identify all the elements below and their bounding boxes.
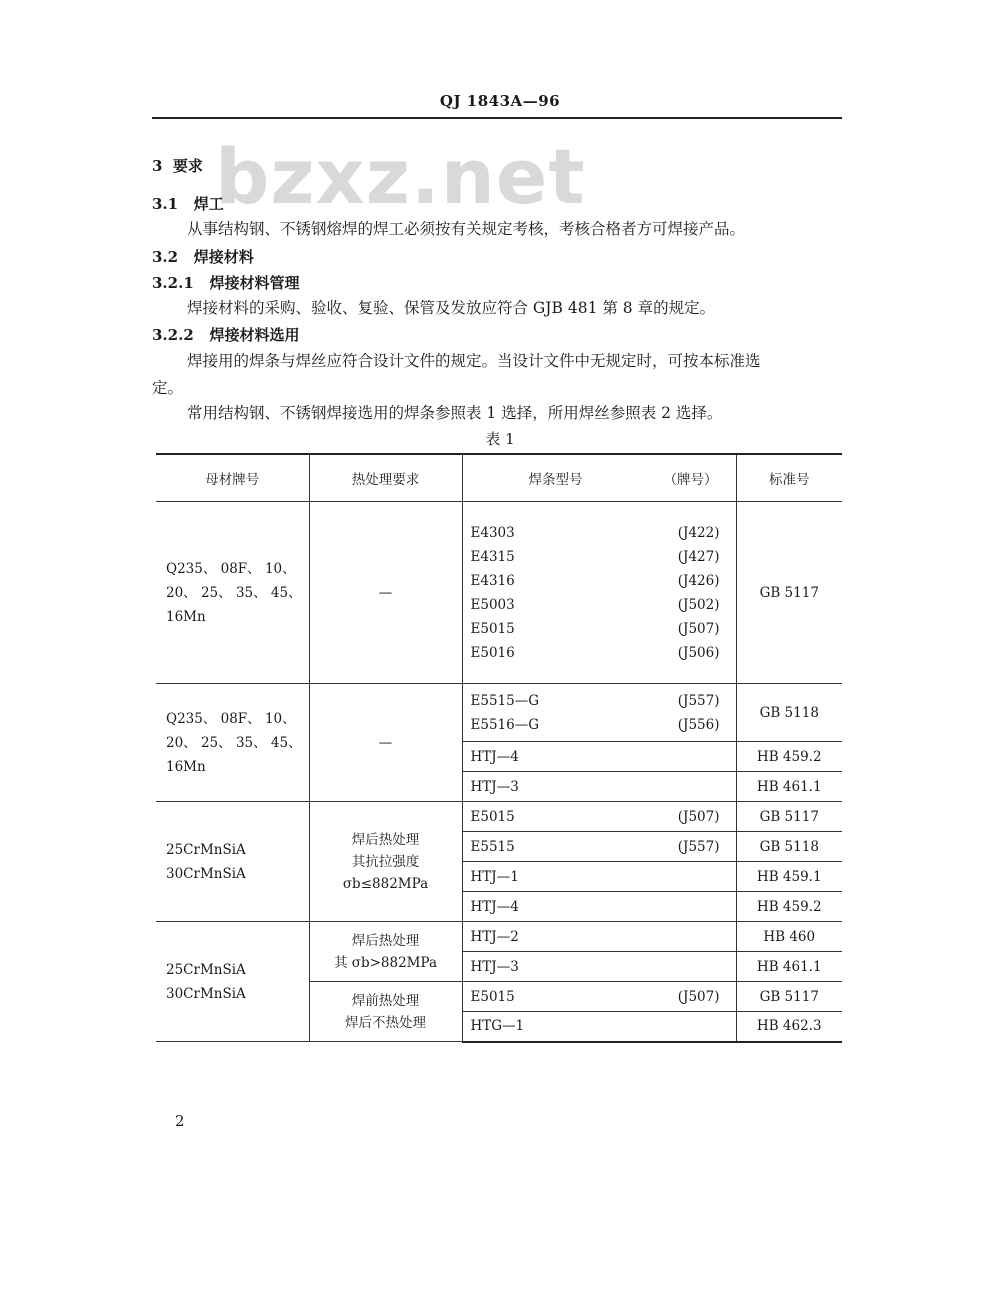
heat-treatment-line: σb≤882MPa xyxy=(342,875,429,892)
base-metal-line: 25CrMnSiA xyxy=(166,841,246,858)
section-3-2-2-text-line2: 定。 xyxy=(152,379,184,397)
electrode-cell xyxy=(462,922,736,952)
base-metal-line: 30CrMnSiA xyxy=(166,865,246,882)
electrode-cell xyxy=(462,772,736,802)
standard-cell: HB 459.1 xyxy=(736,862,842,892)
electrode-entry xyxy=(463,545,736,569)
table-row xyxy=(156,684,842,742)
electrode-cell xyxy=(462,684,736,742)
standard-cell: HB 462.3 xyxy=(736,1012,842,1042)
header-rule xyxy=(152,117,842,119)
base-metal-cell xyxy=(156,802,309,922)
col-header-base-metal: 母材牌号 xyxy=(156,454,309,502)
electrode-model: E5015 xyxy=(470,988,515,1005)
standard-cell: HB 459.2 xyxy=(736,892,842,922)
electrode-entry xyxy=(463,521,736,545)
electrode-cell xyxy=(462,1012,736,1042)
electrode-brand: (J557) xyxy=(677,692,720,709)
electrode-model: HTJ—2 xyxy=(470,928,519,945)
electrode-brand: (J427) xyxy=(677,548,720,565)
section-3-2-2-text2: 常用结构钢、不锈钢焊接选用的焊条参照表 1 选择，所用焊丝参照表 2 选择。 xyxy=(187,404,723,422)
heat-treatment-line: 焊后热处理 xyxy=(351,932,420,949)
base-metal-line: Q235、 08F、 10、 xyxy=(166,710,296,727)
section-title: 焊工 xyxy=(193,195,224,213)
electrode-model: HTJ—3 xyxy=(470,958,519,975)
electrode-brand: (J506) xyxy=(677,644,720,661)
section-3-1-text: 从事结构钢、不锈钢熔焊的焊工必须按有关规定考核，考核合格者方可焊接产品。 xyxy=(187,220,746,238)
electrode-cell xyxy=(462,952,736,982)
electrode-model: HTJ—3 xyxy=(470,778,519,795)
section-number: 3 xyxy=(152,157,163,175)
heat-treatment-line: 焊前热处理 xyxy=(351,992,420,1009)
electrode-model: E5015 xyxy=(470,808,515,825)
col-header-electrode-brand: （牌号） xyxy=(663,472,718,488)
electrode-brand: (J502) xyxy=(677,596,720,613)
electrode-selection-table xyxy=(156,453,842,1043)
electrode-entry xyxy=(463,593,736,617)
watermark: bzxz.net xyxy=(215,132,586,221)
base-metal-line: 30CrMnSiA xyxy=(166,985,246,1002)
base-metal-line: 25CrMnSiA xyxy=(166,961,246,978)
section-title: 焊接材料 xyxy=(193,248,254,266)
section-title: 焊接材料管理 xyxy=(209,274,300,292)
electrode-cell xyxy=(462,502,736,684)
electrode-entry xyxy=(463,641,736,665)
col-header-electrode xyxy=(462,454,736,502)
table-header-row xyxy=(156,454,842,502)
table-row xyxy=(156,802,842,832)
electrode-model: HTJ—4 xyxy=(470,748,519,765)
electrode-brand: (J557) xyxy=(677,838,720,855)
standard-cell: GB 5118 xyxy=(736,832,842,862)
heat-treatment-line: 其 σb>882MPa xyxy=(333,954,438,971)
section-title: 要求 xyxy=(172,157,203,175)
base-metal-line: 16Mn xyxy=(166,608,206,625)
electrode-model: E5515 xyxy=(470,838,515,855)
electrode-cell xyxy=(462,862,736,892)
section-number: 3.1 xyxy=(152,195,179,213)
col-header-electrode-model: 焊条型号 xyxy=(528,472,583,488)
standard-cell: HB 461.1 xyxy=(736,772,842,802)
heat-treatment-line: 其抗拉强度 xyxy=(351,853,420,870)
electrode-model: E5003 xyxy=(470,596,515,613)
section-3-2-2-text-line1: 焊接用的焊条与焊丝应符合设计文件的规定。当设计文件中无规定时，可按本标准选 xyxy=(187,352,761,370)
standard-cell: GB 5117 xyxy=(736,802,842,832)
heat-treatment-cell xyxy=(309,922,462,982)
heat-treatment-cell: — xyxy=(309,684,462,802)
table-row xyxy=(156,502,842,684)
electrode-brand: (J507) xyxy=(677,808,720,825)
electrode-model: E4315 xyxy=(470,548,515,565)
standard-cell: GB 5117 xyxy=(736,502,842,684)
electrode-cell xyxy=(462,742,736,772)
section-number: 3.2.1 xyxy=(152,274,194,292)
electrode-model: E5516—G xyxy=(470,716,539,733)
section-3-2-2-heading xyxy=(152,324,299,345)
section-3-2-1-heading xyxy=(152,272,299,293)
electrode-brand: (J507) xyxy=(677,620,720,637)
heat-treatment-cell xyxy=(309,982,462,1042)
electrode-brand: (J556) xyxy=(677,716,720,733)
base-metal-line: 20、 25、 35、 45、 xyxy=(166,584,302,601)
col-header-heat-treatment: 热处理要求 xyxy=(309,454,462,502)
standard-cell: GB 5118 xyxy=(736,684,842,742)
standard-cell: HB 461.1 xyxy=(736,952,842,982)
standard-cell: GB 5117 xyxy=(736,982,842,1012)
heat-treatment-line: 焊后不热处理 xyxy=(345,1014,426,1031)
electrode-entry xyxy=(463,617,736,641)
electrode-model: E4303 xyxy=(470,524,515,541)
standard-cell: HB 459.2 xyxy=(736,742,842,772)
electrode-entry xyxy=(463,569,736,593)
electrode-brand: (J422) xyxy=(677,524,720,541)
electrode-cell xyxy=(462,802,736,832)
electrode-model: HTG—1 xyxy=(470,1018,525,1035)
base-metal-line: Q235、 08F、 10、 xyxy=(166,560,296,577)
electrode-model: E5515—G xyxy=(470,692,539,709)
section-number: 3.2 xyxy=(152,248,179,266)
electrode-model: E5016 xyxy=(470,644,515,661)
table-caption: 表 1 xyxy=(485,430,515,448)
electrode-model: HTJ—4 xyxy=(470,898,519,915)
standard-cell: HB 460 xyxy=(736,922,842,952)
section-3-heading xyxy=(152,155,203,176)
electrode-brand: (J426) xyxy=(677,572,720,589)
section-title: 焊接材料选用 xyxy=(209,326,300,344)
electrode-model: E4316 xyxy=(470,572,515,589)
page-number: 2 xyxy=(175,1112,185,1130)
electrode-model: HTJ—1 xyxy=(470,868,519,885)
section-3-2-heading xyxy=(152,246,254,267)
section-number: 3.2.2 xyxy=(152,326,194,344)
electrode-brand: (J507) xyxy=(677,988,720,1005)
heat-treatment-cell: — xyxy=(309,502,462,684)
section-3-1-heading xyxy=(152,193,224,214)
heat-treatment-line: 焊后热处理 xyxy=(351,831,420,848)
col-header-standard: 标准号 xyxy=(736,454,842,502)
base-metal-cell xyxy=(156,502,309,684)
table-row xyxy=(156,922,842,952)
electrode-cell xyxy=(462,982,736,1012)
section-3-2-1-text: 焊接材料的采购、验收、复验、保管及发放应符合 GJB 481 第 8 章的规定。 xyxy=(187,299,716,317)
base-metal-cell xyxy=(156,684,309,802)
electrode-model: E5015 xyxy=(470,620,515,637)
electrode-entry xyxy=(463,713,736,737)
document-code: QJ 1843A—96 xyxy=(439,92,561,110)
base-metal-cell xyxy=(156,922,309,1042)
electrode-entry xyxy=(463,689,736,713)
electrode-cell xyxy=(462,892,736,922)
base-metal-line: 20、 25、 35、 45、 xyxy=(166,734,302,751)
base-metal-line: 16Mn xyxy=(166,758,206,775)
electrode-cell xyxy=(462,832,736,862)
heat-treatment-cell xyxy=(309,802,462,922)
